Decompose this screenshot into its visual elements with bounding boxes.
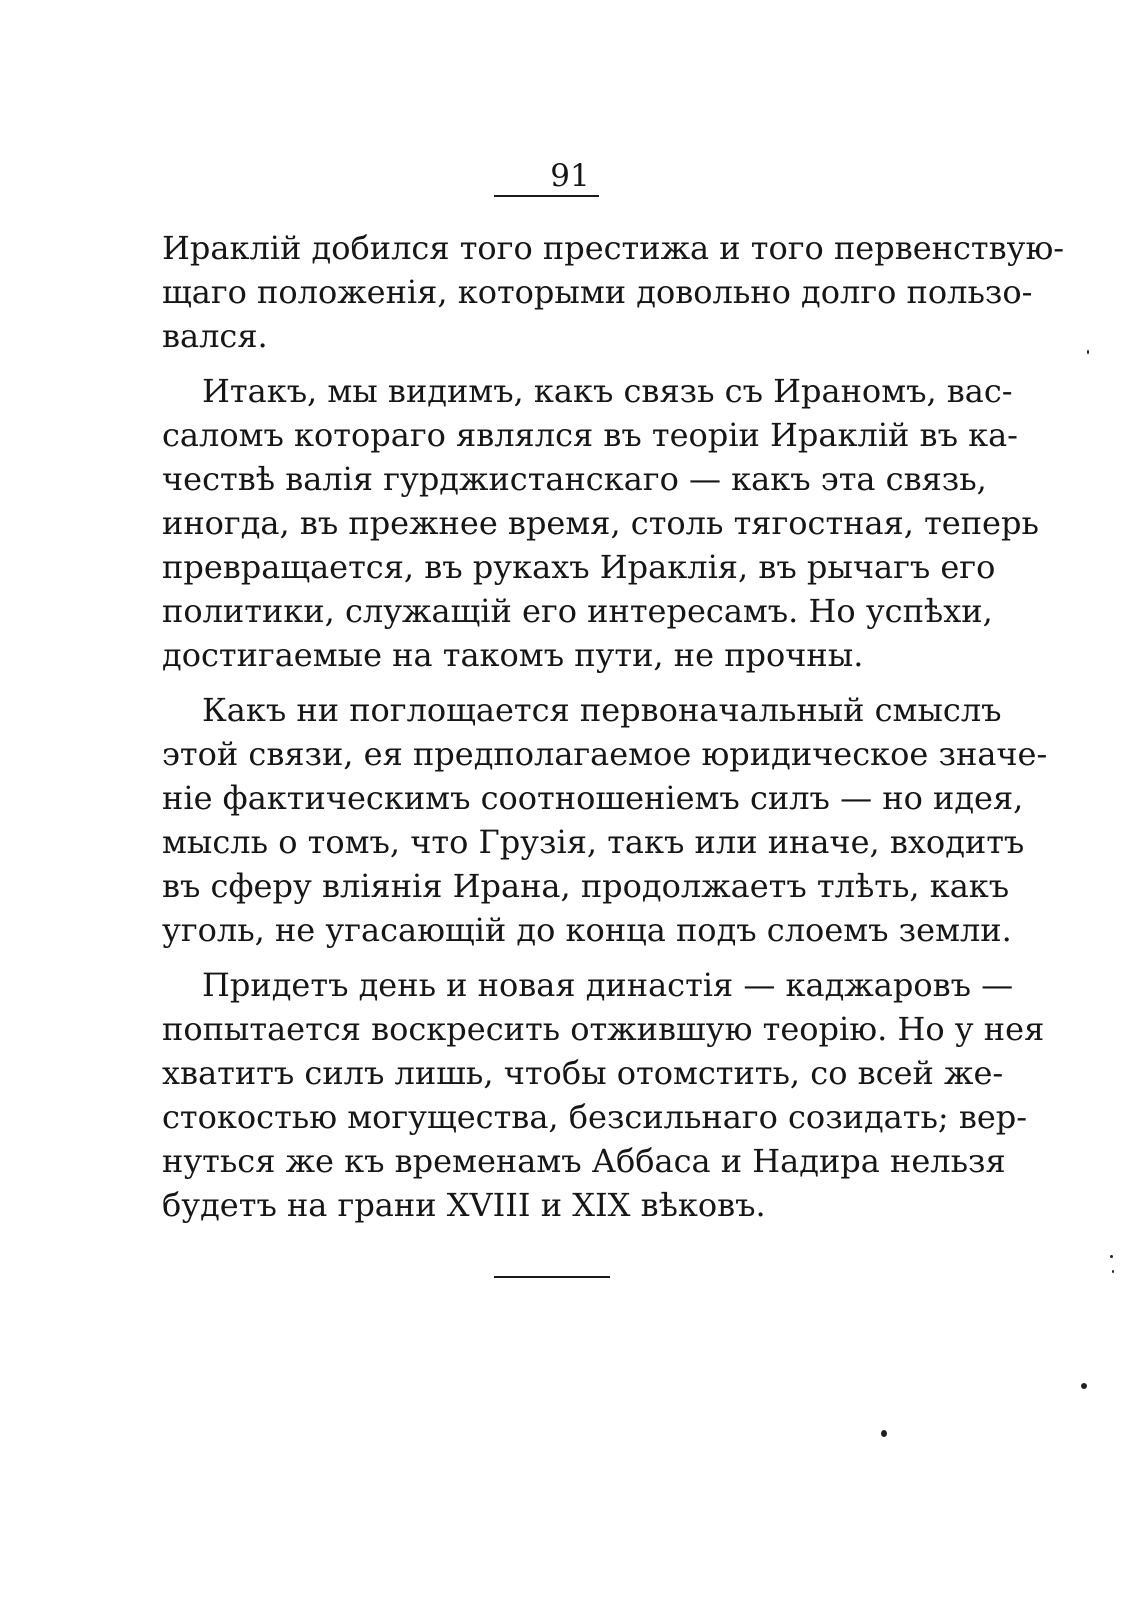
text-line: мысль о томъ, что Грузія, такъ или иначе, входитъ — [162, 823, 1025, 861]
text-line: попытается воскресить отжившую теорію. Но у нея — [162, 1010, 1045, 1048]
text-line: уголь, не угасающій до конца подъ слоемъ земли. — [162, 911, 1012, 949]
text-line: вался. — [162, 317, 268, 355]
text-line: будетъ на грани XVIII и XIX вѣковъ. — [162, 1186, 766, 1224]
text-line: достигаемые на такомъ пути, не прочны. — [162, 636, 864, 674]
paragraph-gap — [162, 952, 928, 963]
paragraph-gap — [162, 358, 928, 369]
text-line: превращается, въ рукахъ Ираклія, въ рычагъ его — [162, 548, 996, 586]
page-number-underline — [494, 195, 599, 197]
text-line: саломъ котораго являлся въ теоріи Ираклій въ ка- — [162, 416, 1018, 454]
text-line: хватитъ силъ лишь, чтобы отомстить, со всей же- — [162, 1054, 1004, 1092]
text-line: ніе фактическимъ соотношеніемъ силъ — но идея, — [162, 779, 1024, 817]
text-line: Придетъ день и новая династія — каджаровъ — — [202, 966, 1014, 1004]
text-line: чествѣ валія гурджистанскаго — какъ эта связь, — [162, 460, 987, 498]
paragraph-2 — [162, 369, 1039, 677]
ink-speck — [881, 1430, 887, 1437]
text-line: Какъ ни поглощается первоначальный смыслъ — [202, 691, 1002, 729]
ink-speck — [1110, 1255, 1113, 1258]
text-line: щаго положенія, которыми довольно долго пользо- — [162, 273, 1033, 311]
ink-speck — [1087, 350, 1089, 354]
end-rule — [494, 1276, 610, 1278]
text-line: Итакъ, мы видимъ, какъ связь съ Ираномъ, вас- — [202, 372, 1013, 410]
ink-speck — [1112, 1270, 1114, 1273]
paragraph-4 — [162, 963, 1045, 1227]
page-number: 91 — [550, 158, 590, 194]
text-line: нуться же къ временамъ Аббаса и Надира нельзя — [162, 1142, 1006, 1180]
text-line: иногда, въ прежнее время, столь тягостная, теперь — [162, 504, 1039, 542]
paragraph-gap — [162, 677, 928, 688]
text-line: политики, служащій его интересамъ. Но успѣхи, — [162, 592, 993, 630]
paragraph-1 — [162, 226, 1065, 358]
text-line: Ираклій добился того престижа и того первенствую- — [162, 229, 1065, 267]
ink-speck — [1081, 1383, 1087, 1389]
body-text — [162, 226, 1065, 1227]
text-line: въ сферу вліянія Ирана, продолжаетъ тлѣть, какъ — [162, 867, 1010, 905]
text-line: стокостью могущества, безсильнаго созидать; вер- — [162, 1098, 1028, 1136]
paragraph-3 — [162, 688, 1048, 952]
text-line: этой связи, ея предполагаемое юридическое значе- — [162, 735, 1048, 773]
